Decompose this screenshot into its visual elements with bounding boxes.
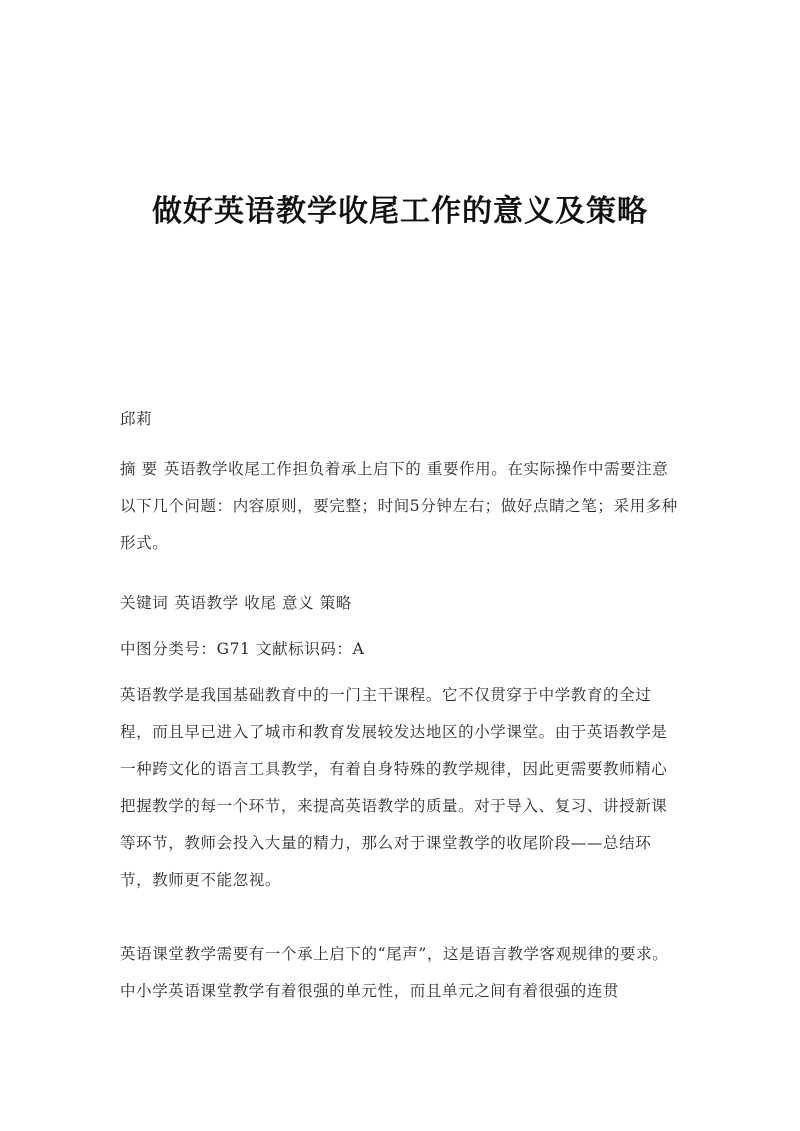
author-name: 邱莉 — [120, 410, 153, 428]
abstract-label: 摘 要 — [120, 460, 158, 478]
abstract-paragraph — [120, 451, 682, 562]
keywords-text: 英语教学 收尾 意义 策略 — [174, 594, 352, 612]
document-title: 做好英语教学收尾工作的意义及策略 — [152, 194, 648, 229]
keywords-line — [120, 585, 682, 622]
keywords-label: 关键词 — [120, 594, 169, 612]
abstract-text: 英语教学收尾工作担负着承上启下的 重要作用。在实际操作中需要注意以下几个问题：内容原则，要完整；时间5分钟左右；做好点睛之笔；采用多种形式。 — [120, 460, 678, 552]
body-paragraph: 英语课堂教学需要有一个承上启下的“尾声”，这是语言教学客观规律的要求。中小学英语课堂教学有着很强的单元性，而且单元之间有着很强的连贯 — [120, 945, 669, 1000]
body-paragraph: 英语教学是我国基础教育中的一门主干课程。它不仅贯穿于中学教育的全过程，而且早已进入了城市和教育发展较发达地区的小学课堂。由于英语教学是一种跨文化的语言工具教学，有着自身特殊的教学规律，因此更需要教师精心把握教学的每一个环节，来提高英语教学的质量。对于导入、复习、讲授新课等环节，教师会投入大量的精力，那么对于课堂教学的收尾阶段——总结环节，教师更不能忽视。 — [120, 686, 668, 889]
classification-line: 中图分类号：G71 文献标识码：A — [120, 640, 365, 658]
